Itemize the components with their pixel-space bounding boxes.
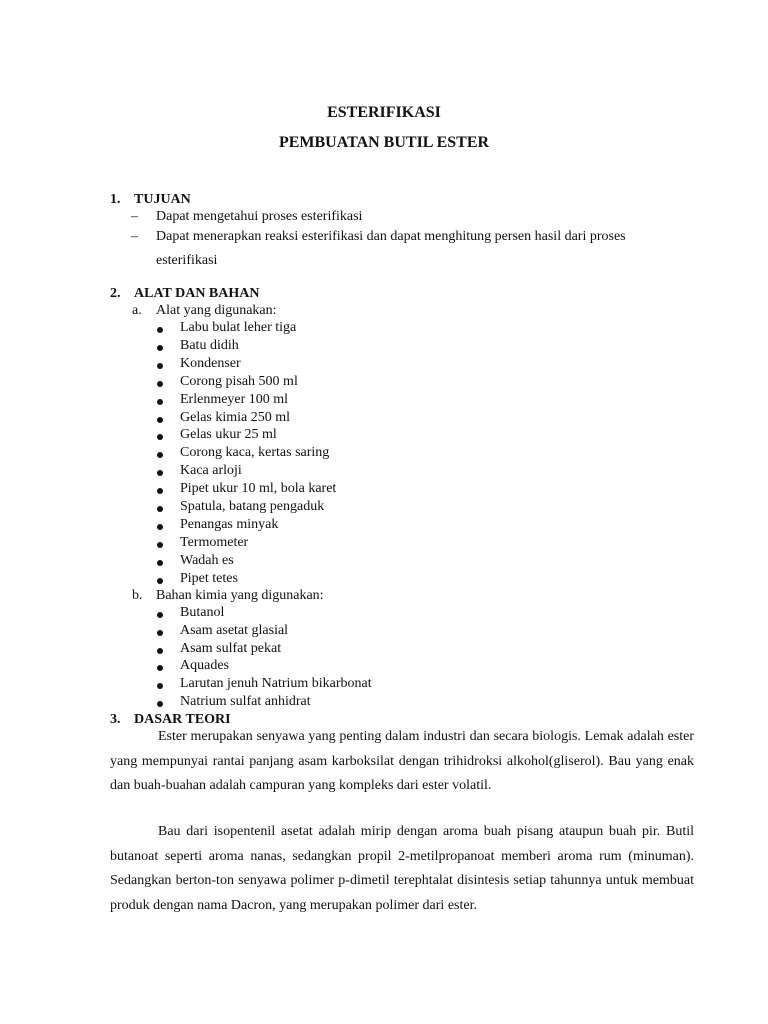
paragraph [110, 725, 694, 799]
list-item: Labu bulat leher tiga [180, 320, 297, 335]
section-heading-alat-bahan [110, 286, 260, 302]
paragraph [110, 820, 694, 918]
bullet-icon [157, 542, 163, 548]
list-item: Dapat mengetahui proses esterifikasi [156, 209, 363, 224]
list-item: Spatula, batang pengaduk [180, 499, 325, 514]
list-item: Wadah es [180, 552, 234, 568]
section-number: 3. [110, 712, 121, 727]
bullet-icon [157, 381, 163, 387]
list-item: Larutan jenuh Natrium bikarbonat [180, 676, 372, 692]
list-item: Asam sulfat pekat [180, 640, 282, 656]
list-item: Natrium sulfat anhidrat [180, 694, 311, 709]
bullet-icon [157, 506, 163, 512]
alpha-marker: a. [132, 303, 142, 318]
list-item: Kondenser [180, 355, 241, 371]
list-item-continuation: esterifikasi [156, 253, 218, 268]
dash-marker: – [131, 209, 138, 224]
list-item: Corong kaca, kertas saring [180, 445, 330, 461]
bullet-icon [157, 488, 163, 494]
list-item: Pipet ukur 10 ml, bola karet [180, 481, 337, 497]
bullet-icon [157, 630, 163, 636]
sublist-label-alat: Alat yang digunakan: [156, 303, 277, 318]
bullet-icon [157, 399, 163, 405]
bullet-icon [157, 524, 163, 530]
bullet-icon [157, 417, 163, 423]
sublist-label-bahan: Bahan kimia yang digunakan: [156, 588, 324, 603]
list-item: Gelas ukur 25 ml [180, 427, 277, 443]
list-item: Asam asetat glasial [180, 622, 289, 638]
bullet-icon [157, 701, 163, 707]
document-title: ESTERIFIKASI [327, 104, 441, 121]
list-item: Erlenmeyer 100 ml [180, 391, 289, 407]
list-item: Batu didih [180, 337, 239, 353]
list-item: Pipet tetes [180, 570, 238, 586]
bullet-icon [157, 363, 163, 369]
bullet-icon [157, 327, 163, 333]
list-item: Kaca arloji [180, 463, 242, 479]
section-number: 1. [110, 192, 121, 207]
bullet-icon [157, 612, 163, 618]
paragraph-text: Ester merupakan senyawa yang penting dalam industri dan secara biologis. Lemak adalah ester yang mempunyai rantai panjang asam karboksilat dengan trihidroksi alkohol(gliserol). Bau yang enak dan buah-buahan adalah campuran yang kompleks dari ester volatil. [110, 729, 694, 793]
list-item: Penangas minyak [180, 516, 279, 532]
section-title: DASAR TEORI [134, 712, 231, 727]
bullet-icon [157, 452, 163, 458]
bullet-icon [157, 434, 163, 440]
section-title: ALAT DAN BAHAN [134, 286, 260, 301]
bullet-icon [157, 648, 163, 654]
list-item: Aquades [180, 658, 229, 674]
bullet-icon [157, 560, 163, 566]
bullet-icon [157, 470, 163, 476]
alpha-marker: b. [132, 588, 143, 603]
list-item: Termometer [180, 534, 249, 550]
bullet-icon [157, 345, 163, 351]
document-subtitle: PEMBUATAN BUTIL ESTER [278, 134, 490, 151]
section-number: 2. [110, 286, 121, 301]
section-heading-tujuan [110, 192, 191, 208]
bullet-icon [157, 665, 163, 671]
list-item: Gelas kimia 250 ml [180, 409, 291, 425]
paragraph-text: Bau dari isopentenil asetat adalah mirip dengan aroma buah pisang ataupun buah pir. Butil butanoat seperti aroma nanas, sedangkan propil 2-metilpropanoat memberi aroma rum (minuman). Sedangkan berton-ton senyawa polimer p-dimetil terephtalat disintesis setiap tahunnya untuk membuat produk dengan nama Dacron, yang merupakan polimer dari ester. [110, 824, 694, 913]
list-item: Dapat menerapkan reaksi esterifikasi dan dapat menghitung persen hasil dari proses [156, 229, 626, 244]
dash-marker: – [131, 229, 138, 244]
list-item: Corong pisah 500 ml [180, 373, 298, 389]
list-item: Butanol [180, 605, 225, 620]
section-title: TUJUAN [134, 192, 191, 207]
bullet-icon [157, 683, 163, 689]
bullet-icon [157, 578, 163, 584]
